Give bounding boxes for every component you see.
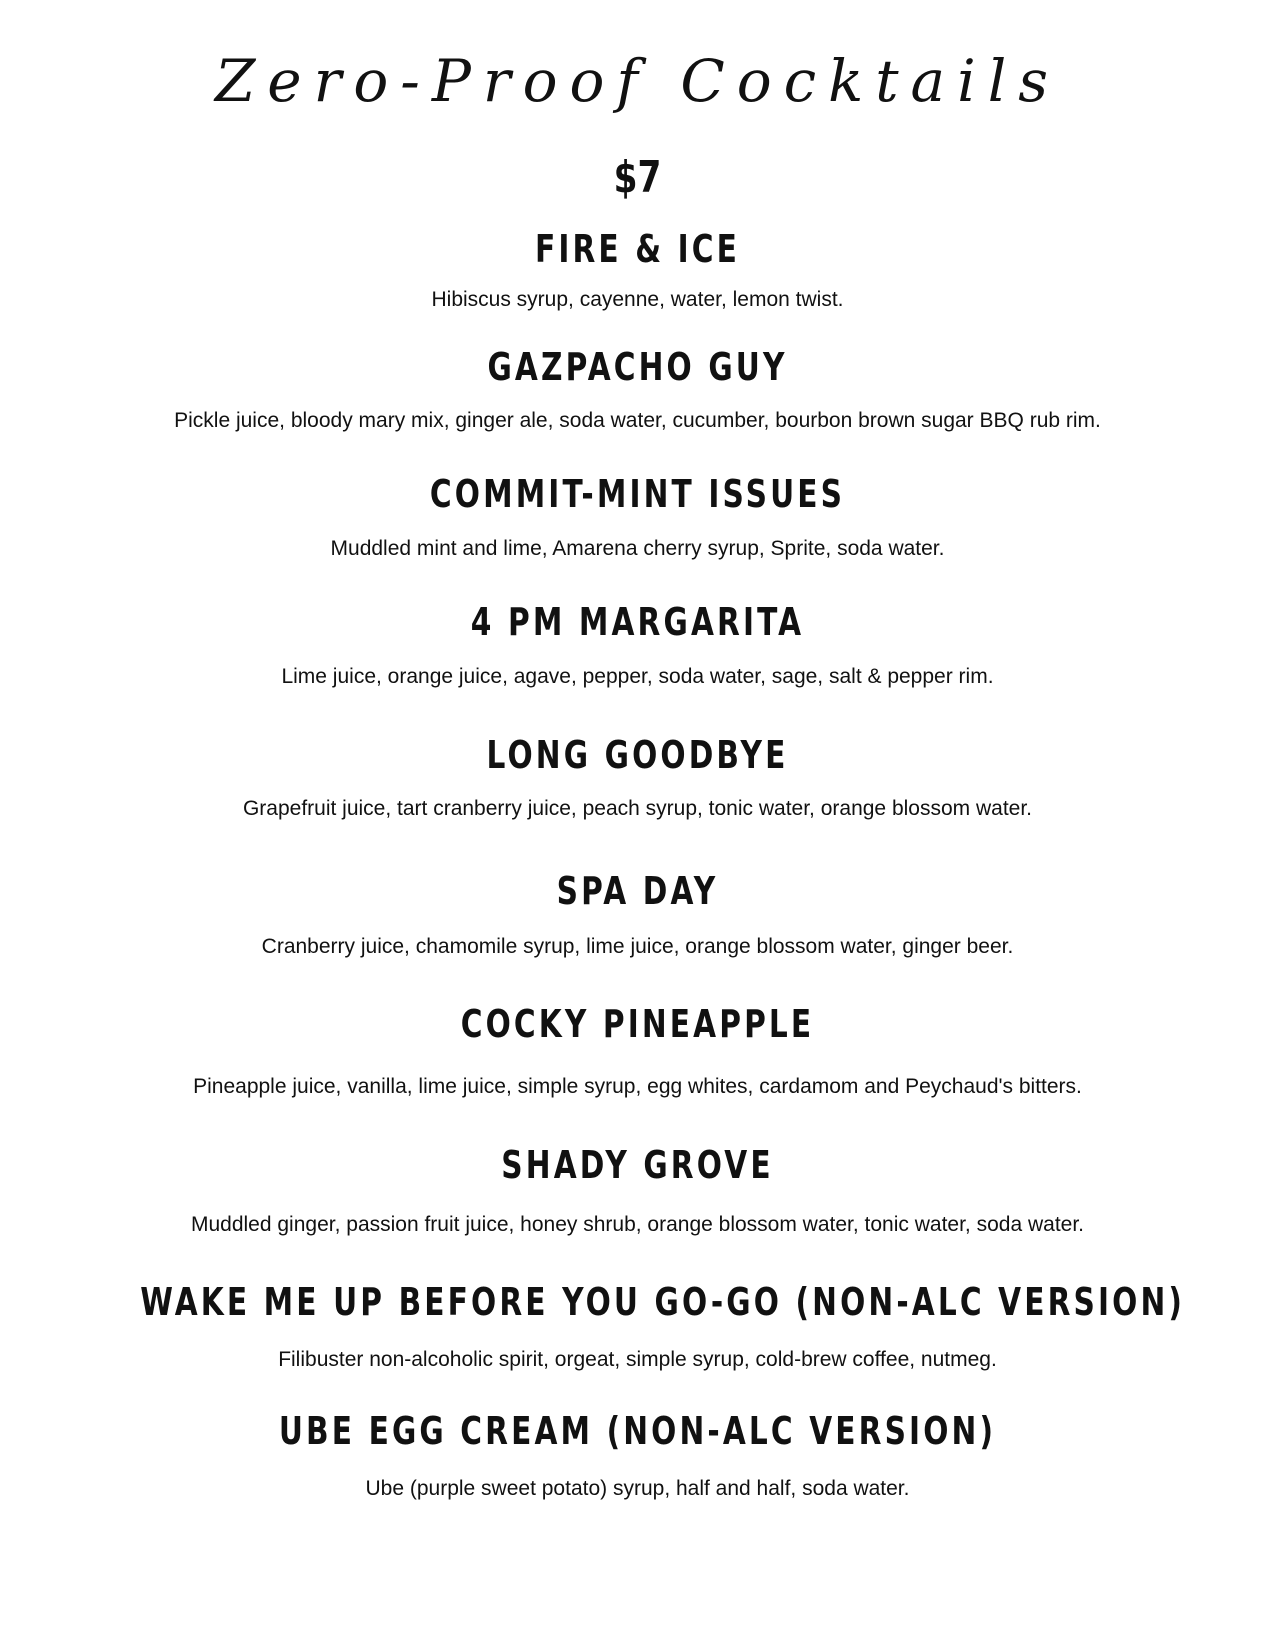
- item-description-commit-mint-issues: Muddled mint and lime, Amarena cherry syrup, Sprite, soda water.: [330, 537, 945, 560]
- item-description-shady-grove: Muddled ginger, passion fruit juice, honey shrub, orange blossom water, tonic water, soda water.: [190, 1213, 1084, 1236]
- item-name-cocky-pineapple: COCKY PINEAPPLE: [460, 1002, 815, 1046]
- menu-title: Zero-Proof Cocktails: [214, 47, 1061, 115]
- item-name-gazpacho-guy: GAZPACHO GUY: [487, 345, 788, 389]
- item-name-4-pm-margarita: 4 PM MARGARITA: [470, 600, 805, 644]
- item-description-fire-and-ice: Hibiscus syrup, cayenne, water, lemon twist.: [431, 288, 844, 311]
- item-name-ube-egg-cream: UBE EGG CREAM (NON-ALC VERSION): [278, 1409, 997, 1453]
- item-name-wake-me-up-before-you-go-go: WAKE ME UP BEFORE YOU GO-GO (NON-ALC VERSION): [140, 1280, 1186, 1324]
- item-name-spa-day: SPA DAY: [556, 869, 719, 913]
- item-name-fire-and-ice: FIRE & ICE: [534, 227, 741, 271]
- item-description-wake-me-up-before-you-go-go: Filibuster non-alcoholic spirit, orgeat, simple syrup, cold-brew coffee, nutmeg.: [278, 1348, 997, 1371]
- item-description-ube-egg-cream: Ube (purple sweet potato) syrup, half and half, soda water.: [365, 1477, 910, 1500]
- item-name-long-goodbye: LONG GOODBYE: [486, 733, 789, 777]
- item-description-spa-day: Cranberry juice, chamomile syrup, lime juice, orange blossom water, ginger beer.: [261, 935, 1014, 958]
- menu-price: $7: [613, 152, 662, 203]
- item-name-shady-grove: SHADY GROVE: [501, 1143, 774, 1187]
- item-description-cocky-pineapple: Pineapple juice, vanilla, lime juice, simple syrup, egg whites, cardamom and Peychaud's bitters.: [193, 1075, 1082, 1098]
- item-description-gazpacho-guy: Pickle juice, bloody mary mix, ginger ale, soda water, cucumber, bourbon brown sugar BBQ rub rim.: [174, 409, 1101, 432]
- item-description-long-goodbye: Grapefruit juice, tart cranberry juice, peach syrup, tonic water, orange blossom water.: [242, 797, 1033, 820]
- item-description-4-pm-margarita: Lime juice, orange juice, agave, pepper, soda water, sage, salt & pepper rim.: [281, 665, 994, 688]
- item-name-commit-mint-issues: COMMIT-MINT ISSUES: [429, 472, 846, 516]
